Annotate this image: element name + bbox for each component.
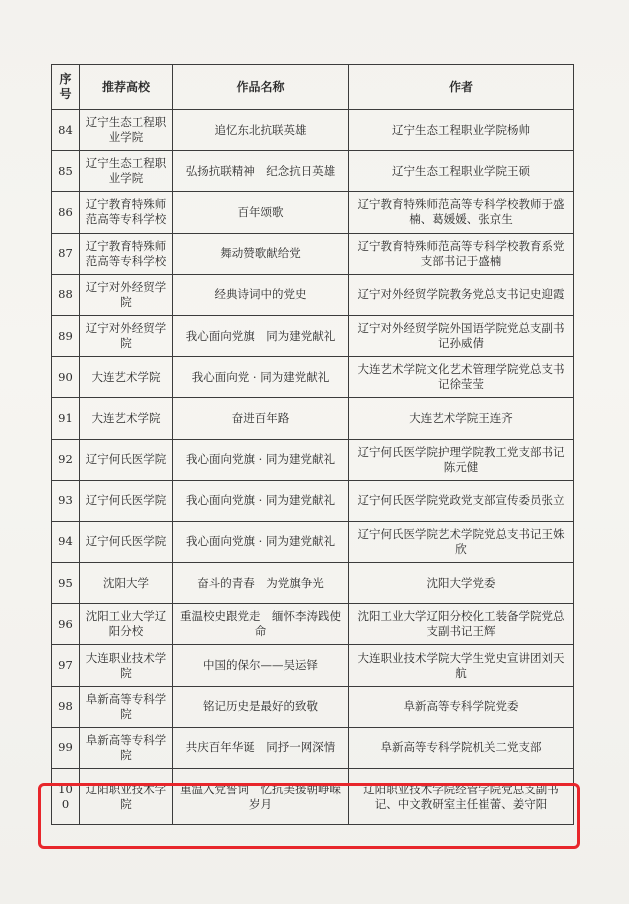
row-index: 94 xyxy=(52,521,80,562)
table-row xyxy=(52,521,574,562)
row-author: 辽宁对外经贸学院外国语学院党总支副书记孙威倩 xyxy=(349,315,574,356)
row-index: 93 xyxy=(52,480,80,521)
works-table xyxy=(51,64,574,825)
row-author: 辽阳职业技术学院经管学院党总支副书记、中文教研室主任崔蕾、姜守阳 xyxy=(349,769,574,825)
row-school: 辽宁何氏医学院 xyxy=(80,439,173,480)
row-author: 大连艺术学院王连齐 xyxy=(349,398,574,439)
row-title: 我心面向党旗 · 同为建党献礼 xyxy=(173,480,349,521)
row-title: 奋进百年路 xyxy=(173,398,349,439)
row-school: 辽宁教育特殊师范高等专科学校 xyxy=(80,233,173,274)
row-school: 大连职业技术学院 xyxy=(80,645,173,686)
row-author: 辽宁何氏医学院党政党支部宣传委员张立 xyxy=(349,480,574,521)
row-title: 百年颂歌 xyxy=(173,192,349,233)
row-title: 舞动赞歌献给党 xyxy=(173,233,349,274)
table-row xyxy=(52,727,574,768)
row-school: 辽宁何氏医学院 xyxy=(80,521,173,562)
row-author: 阜新高等专科学院机关二党支部 xyxy=(349,727,574,768)
row-school: 辽宁生态工程职业学院 xyxy=(80,110,173,151)
table-row xyxy=(52,439,574,480)
row-school: 阜新高等专科学院 xyxy=(80,727,173,768)
row-school: 辽宁何氏医学院 xyxy=(80,480,173,521)
row-index: 99 xyxy=(52,727,80,768)
table-row xyxy=(52,315,574,356)
row-title: 我心面向党旗 · 同为建党献礼 xyxy=(173,439,349,480)
table-row xyxy=(52,686,574,727)
row-school: 辽宁生态工程职业学院 xyxy=(80,151,173,192)
row-index: 98 xyxy=(52,686,80,727)
row-index: 92 xyxy=(52,439,80,480)
row-author: 沈阳大学党委 xyxy=(349,563,574,604)
row-title: 弘扬抗联精神 纪念抗日英雄 xyxy=(173,151,349,192)
row-index: 100 xyxy=(52,769,80,825)
table-body xyxy=(52,110,574,825)
row-title: 追忆东北抗联英雄 xyxy=(173,110,349,151)
row-author: 辽宁生态工程职业学院王硕 xyxy=(349,151,574,192)
table-row xyxy=(52,233,574,274)
row-title: 共庆百年华诞 同抒一网深情 xyxy=(173,727,349,768)
row-school: 大连艺术学院 xyxy=(80,398,173,439)
row-school: 沈阳大学 xyxy=(80,563,173,604)
header-title: 作品名称 xyxy=(173,65,349,110)
row-school: 辽阳职业技术学院 xyxy=(80,769,173,825)
table-row xyxy=(52,151,574,192)
row-index: 89 xyxy=(52,315,80,356)
row-index: 97 xyxy=(52,645,80,686)
row-school: 辽宁对外经贸学院 xyxy=(80,274,173,315)
table-row xyxy=(52,357,574,398)
row-index: 96 xyxy=(52,604,80,645)
row-title: 重温入党誓词 忆抗美援朝峥嵘岁月 xyxy=(173,769,349,825)
row-title: 奋斗的青春 为党旗争光 xyxy=(173,563,349,604)
row-title: 铭记历史是最好的致敬 xyxy=(173,686,349,727)
table-row xyxy=(52,563,574,604)
table-row xyxy=(52,480,574,521)
row-school: 阜新高等专科学院 xyxy=(80,686,173,727)
row-index: 91 xyxy=(52,398,80,439)
table-row xyxy=(52,274,574,315)
row-title: 我心面向党旗 同为建党献礼 xyxy=(173,315,349,356)
row-school: 辽宁教育特殊师范高等专科学校 xyxy=(80,192,173,233)
row-index: 86 xyxy=(52,192,80,233)
table-header-row xyxy=(52,65,574,110)
table-row xyxy=(52,604,574,645)
row-index: 85 xyxy=(52,151,80,192)
row-author: 辽宁对外经贸学院教务党总支书记史迎霞 xyxy=(349,274,574,315)
row-title: 我心面向党 · 同为建党献礼 xyxy=(173,357,349,398)
row-index: 84 xyxy=(52,110,80,151)
row-school: 大连艺术学院 xyxy=(80,357,173,398)
row-index: 90 xyxy=(52,357,80,398)
row-author: 大连职业技术学院大学生党史宣讲团刘天航 xyxy=(349,645,574,686)
table-row xyxy=(52,645,574,686)
row-author: 辽宁何氏医学院护理学院教工党支部书记陈元健 xyxy=(349,439,574,480)
row-author: 沈阳工业大学辽阳分校化工装备学院党总支副书记王辉 xyxy=(349,604,574,645)
table-row xyxy=(52,192,574,233)
row-title: 中国的保尔——吴运铎 xyxy=(173,645,349,686)
table-row xyxy=(52,110,574,151)
row-author: 阜新高等专科学院党委 xyxy=(349,686,574,727)
row-author: 辽宁生态工程职业学院杨帅 xyxy=(349,110,574,151)
row-title: 我心面向党旗 · 同为建党献礼 xyxy=(173,521,349,562)
row-index: 87 xyxy=(52,233,80,274)
row-author: 大连艺术学院文化艺术管理学院党总支书记徐莹莹 xyxy=(349,357,574,398)
row-school: 沈阳工业大学辽阳分校 xyxy=(80,604,173,645)
row-author: 辽宁教育特殊师范高等专科学校教育系党支部书记于盛楠 xyxy=(349,233,574,274)
table-row xyxy=(52,398,574,439)
header-index: 序号 xyxy=(52,65,80,110)
row-school: 辽宁对外经贸学院 xyxy=(80,315,173,356)
header-author: 作者 xyxy=(349,65,574,110)
header-school: 推荐高校 xyxy=(80,65,173,110)
row-index: 95 xyxy=(52,563,80,604)
row-title: 重温校史跟党走 缅怀李涛践使命 xyxy=(173,604,349,645)
row-title: 经典诗词中的党史 xyxy=(173,274,349,315)
row-author: 辽宁何氏医学院艺术学院党总支书记王姝欣 xyxy=(349,521,574,562)
row-index: 88 xyxy=(52,274,80,315)
row-author: 辽宁教育特殊师范高等专科学校教师于盛楠、葛媛媛、张京生 xyxy=(349,192,574,233)
table-row-highlighted xyxy=(52,769,574,825)
